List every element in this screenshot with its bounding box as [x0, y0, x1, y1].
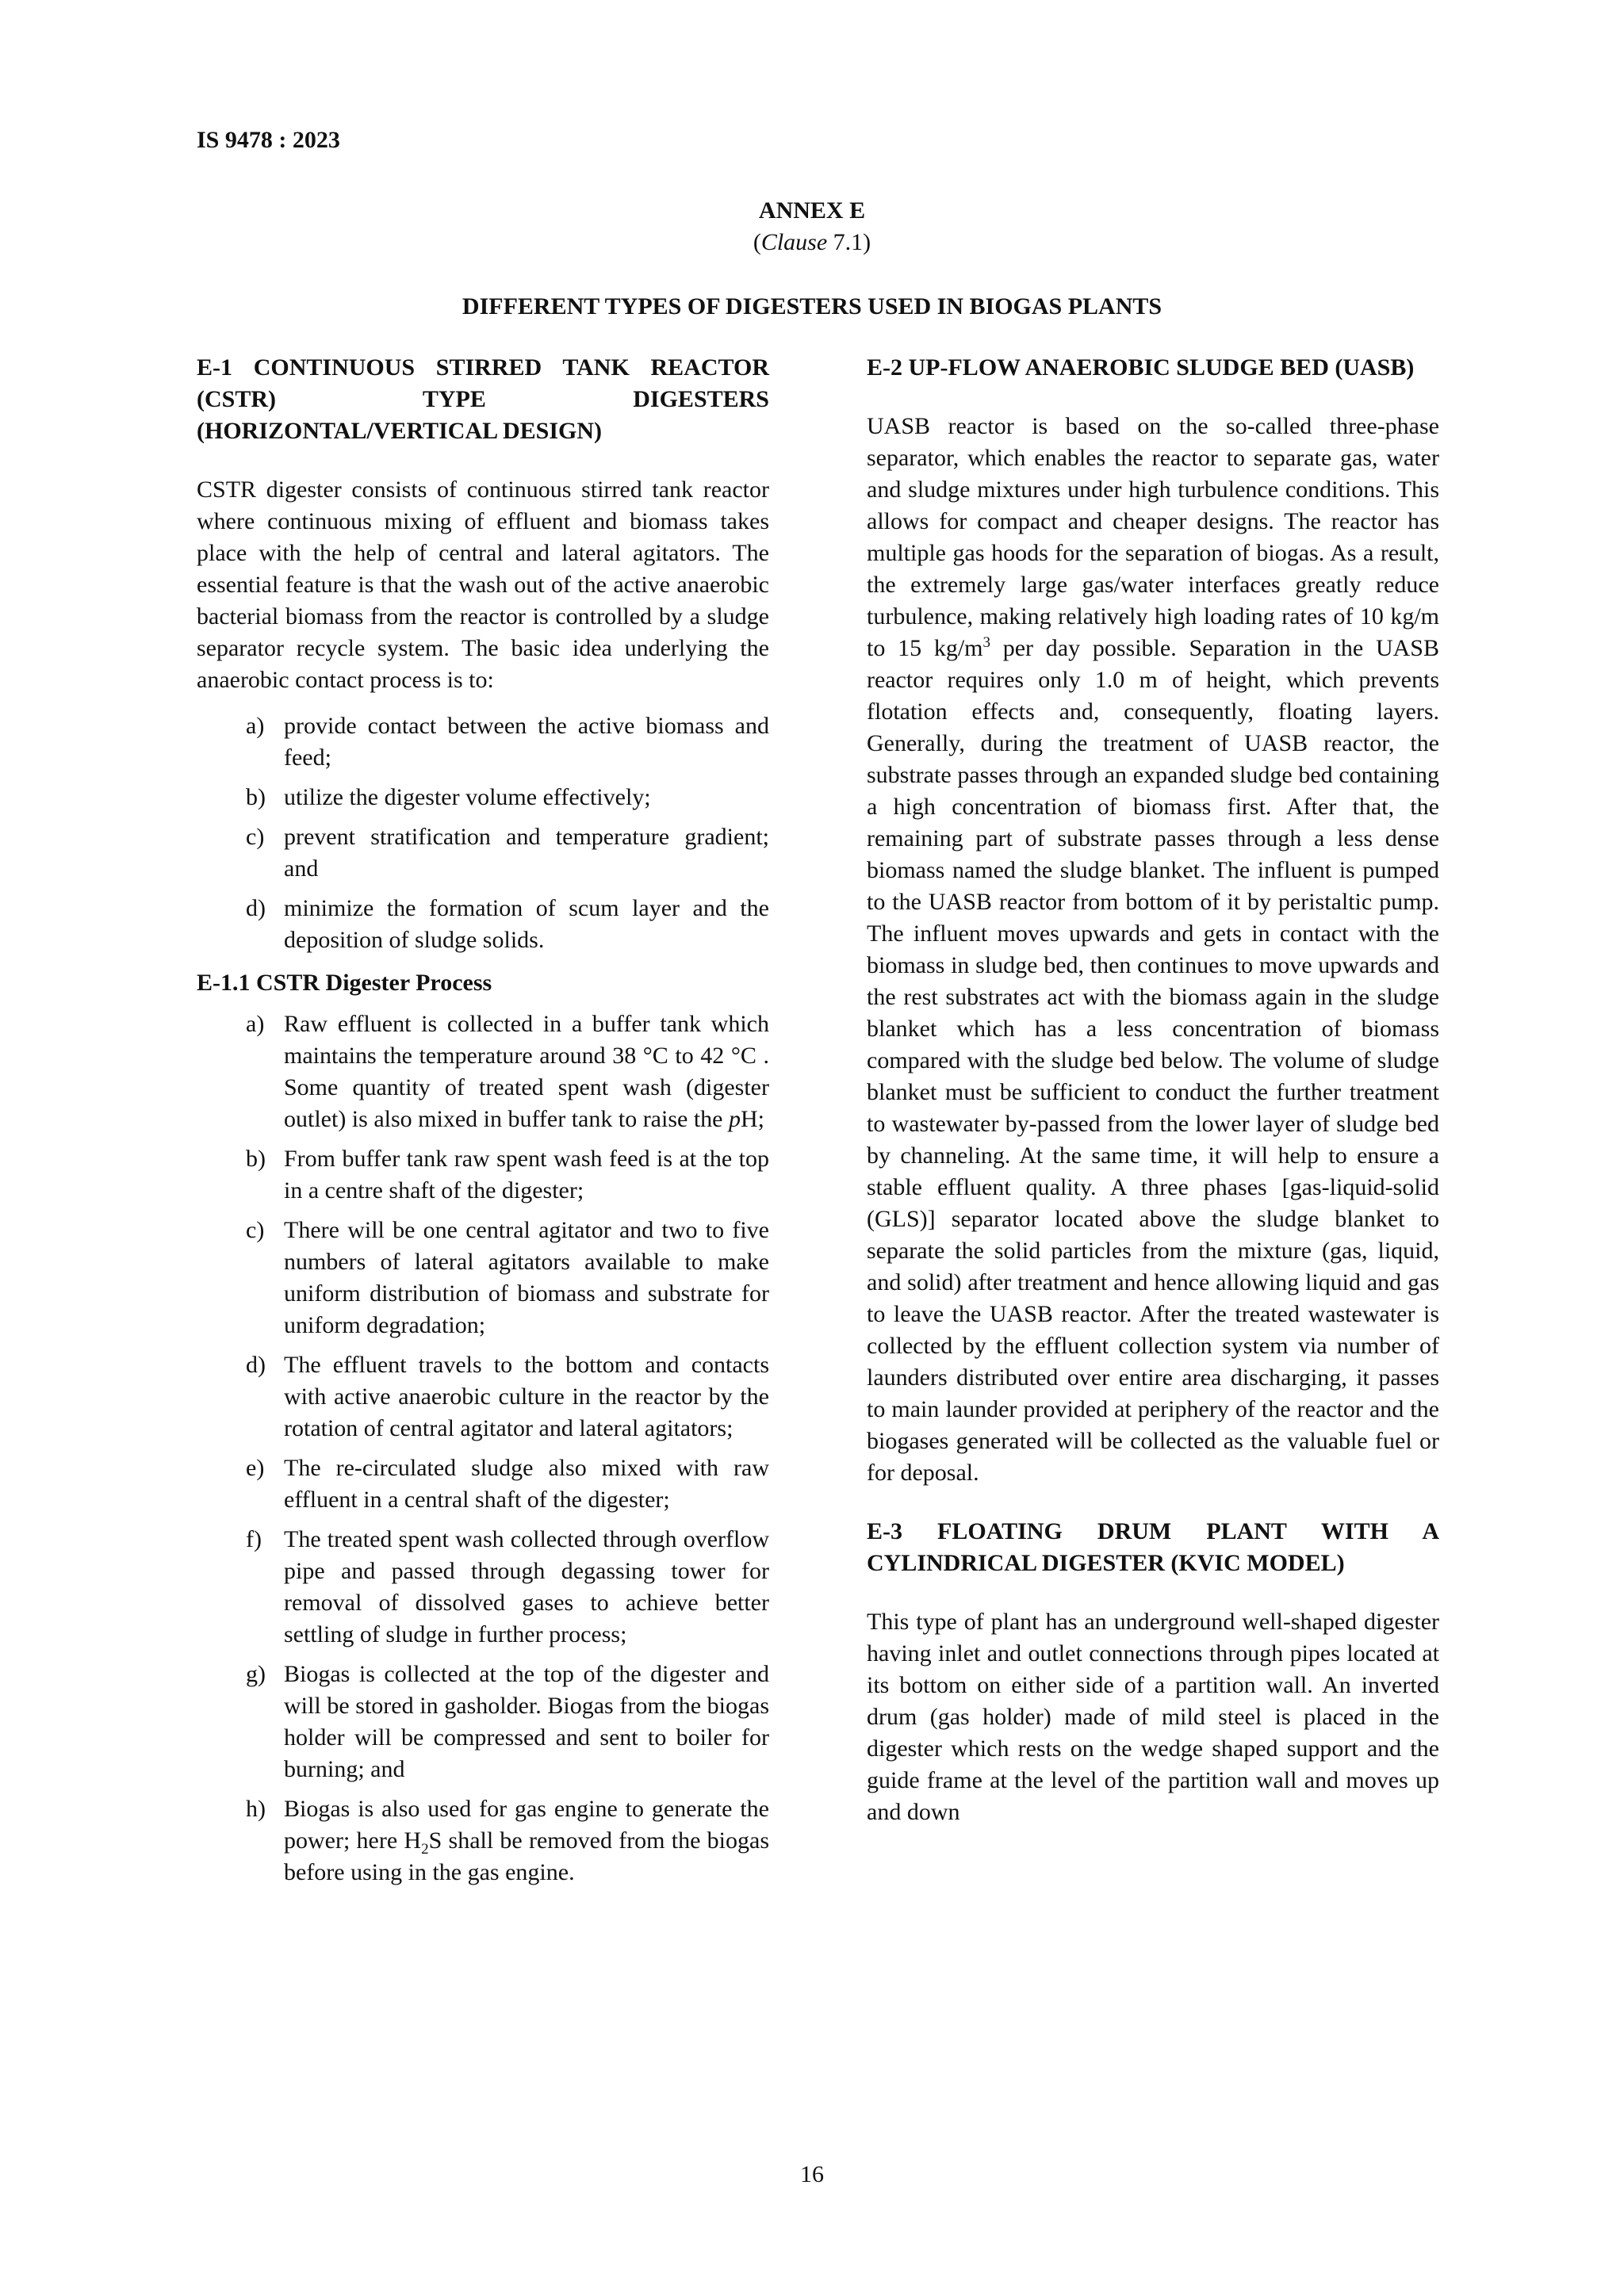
list-label: b) — [246, 784, 266, 810]
section-e11-heading: E-1.1 CSTR Digester Process — [197, 970, 492, 996]
list-text: minimize the formation of scum layer and the deposition of sludge solids. — [284, 895, 769, 953]
section-e1-heading: E-1 CONTINUOUS STIRRED TANK REACTOR (CSTR) TYPE DIGESTERS (HORIZONTAL/VERTICAL DESIGN) — [197, 354, 769, 444]
list-text — [284, 1796, 769, 1885]
list-text-part: Biogas is also used for gas engine to generate the power; here H — [284, 1796, 769, 1854]
e1-list — [197, 710, 769, 956]
document-title: DIFFERENT TYPES OF DIGESTERS USED IN BIOGAS PLANTS — [462, 293, 1162, 320]
list-text-part: H; — [740, 1106, 764, 1132]
list-label: e) — [246, 1455, 265, 1481]
list-item — [197, 1524, 769, 1651]
section-e1-intro: CSTR digester consists of continuous stirred tank reactor where continuous mixing of effluent and biomass takes place with the help of central and lateral agitators. The essential feature is that the wash out of the active anaerobic bacterial biomass from the reactor is controlled by a sludge separator recycle system. The basic idea underlying the anaerobic contact process is to: — [197, 476, 769, 693]
standard-number: IS 9478 : 2023 — [197, 127, 340, 153]
list-text-part: Raw effluent is collected in a buffer tank which maintains the temperature around 38 °C to 42 °C . Some quantity of treated spent wash (digester outlet) is also mixed in buffer tank to raise the — [284, 1011, 769, 1132]
list-item — [197, 710, 769, 774]
list-text: utilize the digester volume effectively; — [284, 784, 651, 810]
clause-label: Clause — [760, 229, 828, 255]
list-item — [197, 1659, 769, 1785]
right-column — [867, 352, 1439, 1828]
section-e2-text — [867, 411, 1439, 1489]
list-item — [197, 1349, 769, 1445]
paragraph-part: per day possible. Separation in the UASB reactor requires only 1.0 m of height, which prevents flotation effects and, consequently, floating layers. Generally, during the treatment of UASB reactor, the substrate passes through an expanded sludge bed containing a high concentration of biomass first. After that, the remaining part of substrate passes through a less dense biomass named the sludge blanket. The influent is pumped to the UASB reactor from bottom of it by peristaltic pump. The influent moves upwards and gets in contact with the biomass in sludge bed, then continues to move upwards and the rest substrates act with the biomass again in the sludge blanket which has a less concentration of biomass compared with the sludge bed below. The volume of sludge blanket must be sufficient to conduct the further treatment to wastewater by-passed from the lower layer of sludge bed by channeling. At the same time, it will help to ensure a stable effluent quality. A three phases [gas-liquid-solid (GLS)] separator located above the sludge blanket to separate the solid particles from the mixture (gas, liquid, and solid) after treatment and hence allowing liquid and gas to leave the UASB reactor. After the treated wastewater is collected by the effluent collection system via number of launders distributed over entire area discharging, it passes to main launder provided at periphery of the reactor and the biogases generated will be collected as the valuable fuel or for deposal. — [867, 635, 1439, 1486]
list-text — [284, 1011, 769, 1132]
list-text: The re-circulated sludge also mixed with raw effluent in a central shaft of the digester; — [284, 1455, 769, 1513]
list-label: d) — [246, 895, 266, 921]
annex-heading — [0, 195, 1624, 258]
list-text: There will be one central agitator and two to five numbers of lateral agitators available to make uniform distribution of biomass and substrate for uniform degradation; — [284, 1217, 769, 1338]
e11-list — [197, 1008, 769, 1888]
section-e2-heading: E-2 UP-FLOW ANAEROBIC SLUDGE BED (UASB) — [867, 354, 1415, 381]
page-number: 16 — [800, 2161, 824, 2187]
left-column — [197, 352, 769, 1896]
list-text: The treated spent wash collected through overflow pipe and passed through degassing tower for removal of dissolved gases to achieve better settling of sludge in further process; — [284, 1526, 769, 1647]
subscript: 2 — [421, 1841, 429, 1858]
list-label: a) — [246, 713, 265, 739]
list-text: The effluent travels to the bottom and contacts with active anaerobic culture in the reactor by the rotation of central agitator and lateral agitators; — [284, 1352, 769, 1441]
list-item — [197, 821, 769, 885]
list-label: a) — [246, 1011, 265, 1037]
list-label: c) — [246, 1217, 265, 1243]
list-item — [197, 1452, 769, 1516]
list-item — [197, 1143, 769, 1207]
list-item — [197, 1215, 769, 1341]
list-label: h) — [246, 1796, 266, 1822]
paragraph-part: UASB reactor is based on the so-called three-phase separator, which enables the reactor to separate gas, water and sludge mixtures under high turbulence conditions. This allows for compact and cheaper designs. The reactor has multiple gas hoods for the separation of biogas. As a result, the extremely large gas/water interfaces greatly reduce turbulence, making relatively high loading rates of 10 kg/m to 15 kg/m — [867, 413, 1439, 661]
list-text: From buffer tank raw spent wash feed is at the top in a centre shaft of the digester; — [284, 1146, 769, 1203]
clause-number: 7.1 — [827, 229, 864, 255]
list-text: prevent stratification and temperature gradient; and — [284, 824, 769, 882]
list-label: c) — [246, 824, 265, 850]
annex-clause-ref: (Clause 7.1) — [753, 229, 871, 255]
list-label: g) — [246, 1661, 266, 1687]
list-text: Biogas is collected at the top of the digester and will be stored in gasholder. Biogas from the biogas holder will be compressed and sent to boiler for burning; and — [284, 1661, 769, 1782]
list-text-part: S shall be removed from the biogas before using in the gas engine. — [284, 1827, 769, 1885]
list-label: f) — [246, 1526, 262, 1552]
list-label: d) — [246, 1352, 266, 1378]
list-text-italic: p — [728, 1106, 741, 1132]
list-item — [197, 1793, 769, 1888]
superscript: 3 — [982, 634, 990, 651]
list-text: provide contact between the active biomass and feed; — [284, 713, 769, 771]
list-item — [197, 893, 769, 956]
section-e3-heading: E-3 FLOATING DRUM PLANT WITH A CYLINDRICAL DIGESTER (KVIC MODEL) — [867, 1518, 1439, 1576]
list-label: b) — [246, 1146, 266, 1172]
annex-title: ANNEX E — [758, 197, 866, 224]
list-item — [197, 1008, 769, 1135]
section-e3-text: This type of plant has an underground well-shaped digester having inlet and outlet connections through pipes located at its bottom on either side of a partition wall. An inverted drum (gas holder) made of mild steel is placed in the digester which rests on the wedge shaped support and the guide frame at the level of the partition wall and moves up and down — [867, 1609, 1439, 1825]
list-item — [197, 782, 769, 813]
